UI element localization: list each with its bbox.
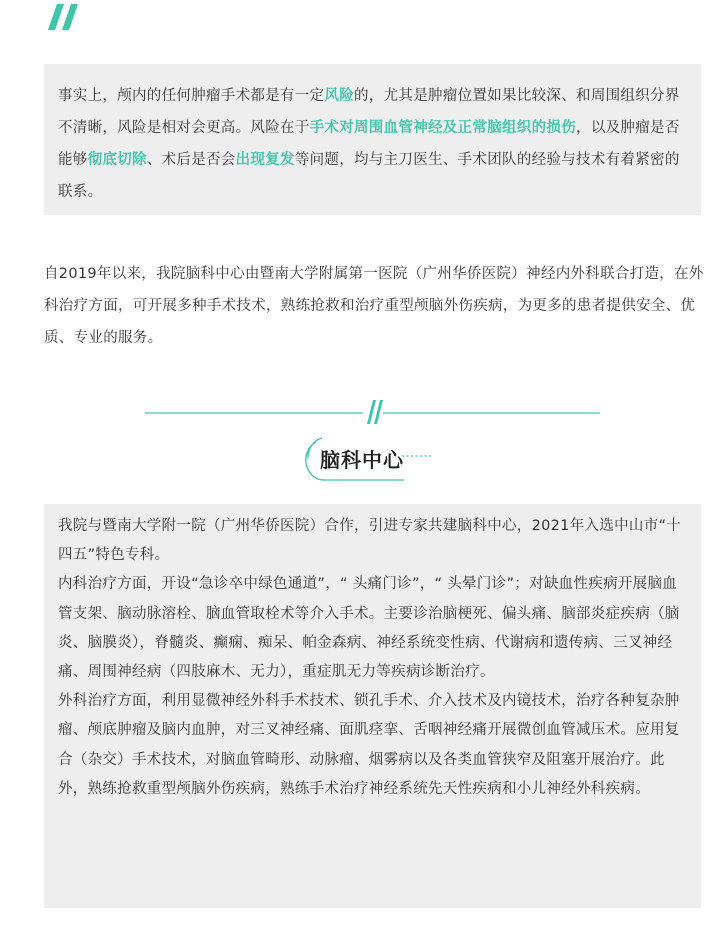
text-segment: 等问题，均与主刀医生、手术团队的经验与技术有着紧密的联系。: [58, 152, 680, 200]
risk-note-text: [58, 80, 687, 208]
center-info-box: [44, 504, 701, 908]
text-segment: 事实上，颅内的任何肿瘤手术都是有一定: [58, 88, 325, 104]
section-title: 脑科中心: [320, 448, 404, 472]
intro-paragraph-block: [44, 258, 704, 354]
section-divider: [145, 398, 600, 428]
highlighted-phrase: 手术对周围血管神经及正常脑组织的损伤: [309, 120, 577, 136]
quote-mark-icon: [44, 4, 84, 30]
intro-paragraph: 自2019年以来，我院脑科中心由暨南大学附属第一医院（广州华侨医院）神经内外科联合打造，在外科治疗方面，可开展多种手术技术，熟练抢救和治疗重型颅脑外伤疾病，为更多的患者提供安全、优质、专业的服务。: [44, 266, 704, 346]
text-segment: ，以及肿瘤是否能够: [58, 120, 680, 168]
center-paragraph-internal-medicine: 内科治疗方面，开设“急诊卒中绿色通道”，“ 头痛门诊”，“ 头晕门诊”；对缺血性疾病开展脑血管支架、脑动脉溶栓、脑血管取栓术等介入手术。主要诊治脑梗死、偏头痛、脑部炎症疾病（脑炎、脑膜炎），脊髓炎、癫痫、痴呆、帕金森病、神经系统变性病、代谢病和遗传病、三叉神经痛、周围神经病（四肢麻木、无力），重症肌无力等疾病诊断治疗。: [58, 576, 680, 681]
risk-note-box: [44, 64, 701, 215]
highlighted-phrase: 风险: [324, 88, 355, 104]
highlighted-phrase: 出现复发: [235, 152, 295, 168]
text-segment: 、术后是否会: [146, 152, 236, 168]
center-paragraph-cooperation: 我院与暨南大学附一院（广州华侨医院）合作，引进专家共建脑科中心，2021年入选中山市“十四五”特色专科。: [58, 518, 682, 564]
center-paragraph-surgery: 外科治疗方面，利用显微神经外科手术技术、锁孔手术、介入技术及内镜技术，治疗各种复杂肿瘤、颅底肿瘤及脑内血肿，对三叉神经痛、面肌痉挛、舌咽神经痛开展微创血管减压术。应用复合（杂交）手术技术，对脑血管畸形、动脉瘤、烟雾病以及各类血管狭窄及阻塞开展治疗。此外，熟练抢救重型颅脑外伤疾病，熟练手术治疗神经系统先天性疾病和小儿神经外科疾病。: [58, 693, 680, 797]
text-segment: 的，尤其是肿瘤位置如果比较深、和周围组织分界不清晰，风险是相对会更高。风险在于: [58, 88, 680, 136]
highlighted-phrase: 彻底切除: [87, 152, 147, 168]
